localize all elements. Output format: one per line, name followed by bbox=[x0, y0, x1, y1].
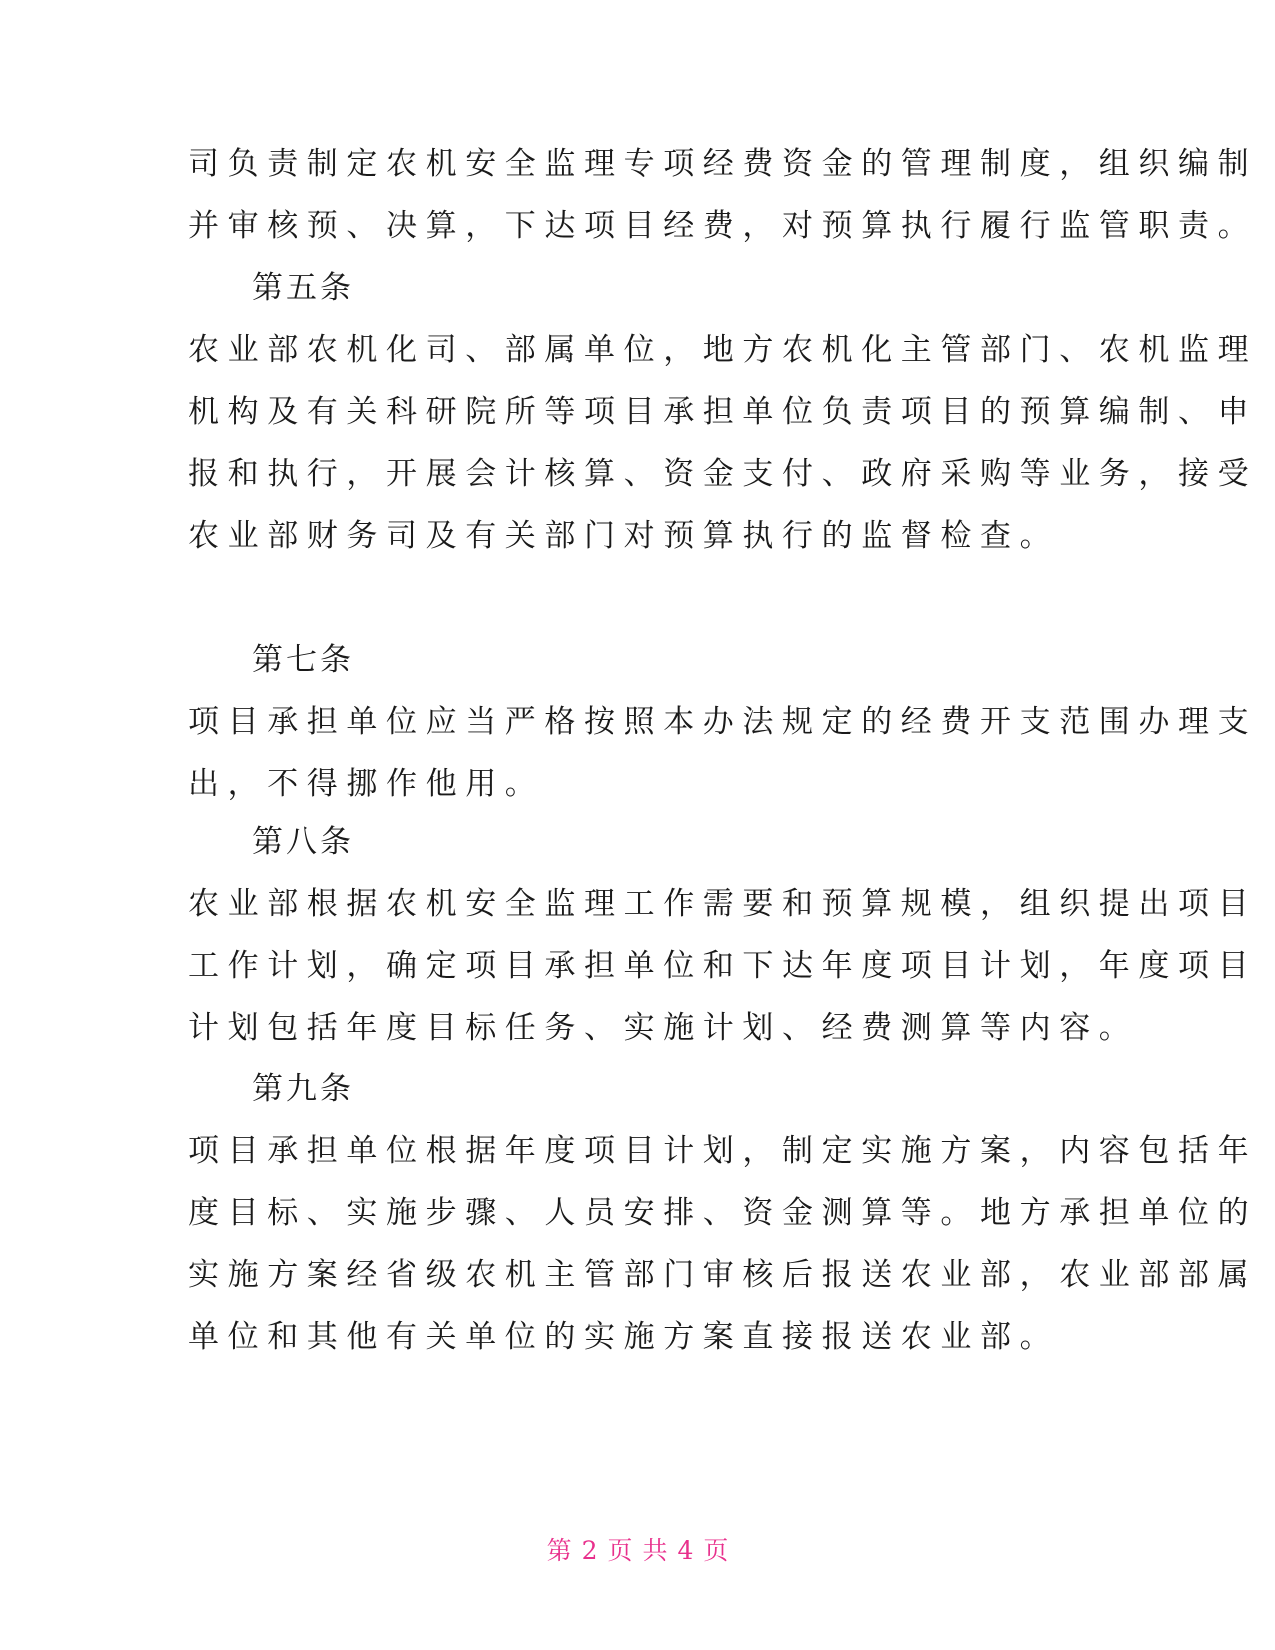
paragraph-line: 农业部农机化司、部属单位，地方农机化主管部门、农机监理 bbox=[188, 332, 1258, 368]
footer-total-pages: 4 bbox=[677, 1536, 694, 1565]
footer-page-word: 页 bbox=[607, 1536, 633, 1565]
paragraph-line: 实施方案经省级农机主管部门审核后报送农业部，农业部部属 bbox=[188, 1257, 1258, 1293]
paragraph-line: 并审核预、决算，下达项目经费，对预算执行履行监管职责。 bbox=[188, 208, 1258, 244]
intro-paragraph bbox=[188, 133, 1258, 257]
article-8-heading: 第八条 bbox=[252, 824, 354, 860]
paragraph-line: 司负责制定农机安全监理专项经费资金的管理制度，组织编制 bbox=[188, 146, 1258, 182]
article-9-heading: 第九条 bbox=[252, 1071, 354, 1107]
paragraph-line: 项目承担单位应当严格按照本办法规定的经费开支范围办理支 bbox=[188, 704, 1258, 740]
article-5-paragraph bbox=[188, 319, 1258, 567]
paragraph-line: 项目承担单位根据年度项目计划，制定实施方案，内容包括年 bbox=[188, 1133, 1258, 1169]
paragraph-line: 报和执行，开展会计核算、资金支付、政府采购等业务，接受 bbox=[188, 456, 1258, 492]
paragraph-line: 出，不得挪作他用。 bbox=[188, 766, 545, 802]
paragraph-line: 工作计划，确定项目承担单位和下达年度项目计划，年度项目 bbox=[188, 948, 1258, 984]
paragraph-line: 机构及有关科研院所等项目承担单位负责项目的预算编制、申 bbox=[188, 394, 1258, 430]
paragraph-line: 农业部财务司及有关部门对预算执行的监督检查。 bbox=[188, 518, 1060, 554]
footer-suffix: 页 bbox=[703, 1536, 729, 1565]
footer-current-page: 2 bbox=[581, 1536, 598, 1565]
article-8-paragraph bbox=[188, 873, 1258, 1059]
paragraph-line: 计划包括年度目标任务、实施计划、经费测算等内容。 bbox=[188, 1010, 1139, 1046]
footer-total-word: 共 bbox=[642, 1536, 668, 1565]
page-number-footer bbox=[0, 1531, 1275, 1571]
paragraph-line: 农业部根据农机安全监理工作需要和预算规模，组织提出项目 bbox=[188, 886, 1258, 922]
footer-prefix: 第 bbox=[546, 1536, 572, 1565]
article-5-heading: 第五条 bbox=[252, 270, 354, 306]
article-7-paragraph bbox=[188, 691, 1258, 815]
paragraph-line: 度目标、实施步骤、人员安排、资金测算等。地方承担单位的 bbox=[188, 1195, 1258, 1231]
paragraph-line: 单位和其他有关单位的实施方案直接报送农业部。 bbox=[188, 1319, 1060, 1355]
article-7-heading: 第七条 bbox=[252, 642, 354, 678]
article-9-paragraph bbox=[188, 1120, 1258, 1368]
